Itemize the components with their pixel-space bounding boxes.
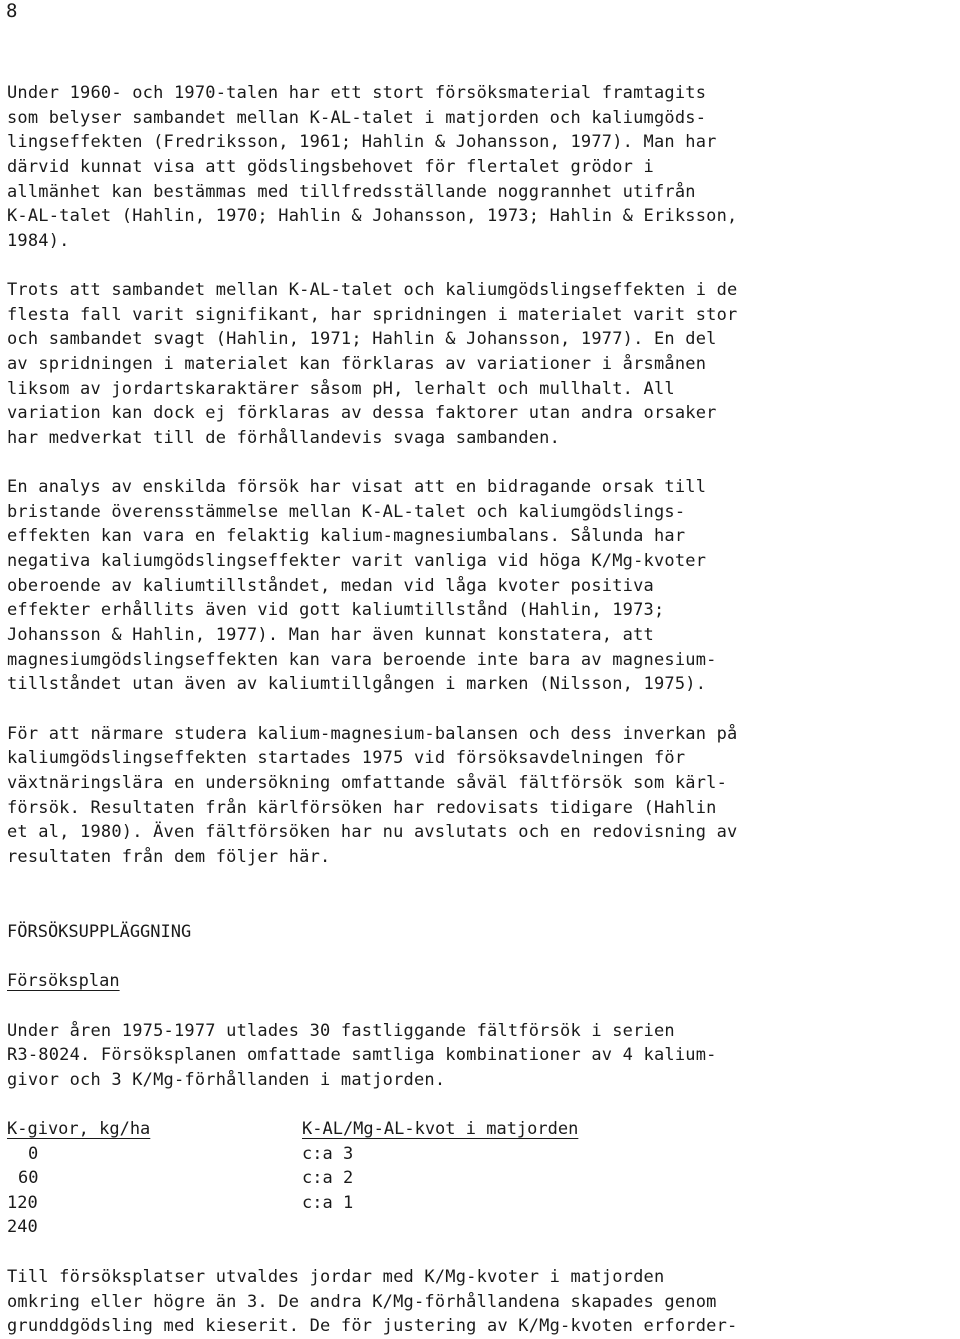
page-number: 8	[6, 0, 18, 22]
text-line: resultaten från dem följer här.	[7, 847, 331, 867]
text-line: därvid kunnat visa att gödslingsbehovet för flertalet grödor i	[7, 157, 654, 177]
text-line: försök. Resultaten från kärlförsöken har redovisats tidigare (Hahlin	[7, 798, 717, 818]
text-line: negativa kaliumgödslingseffekter varit vanliga vid höga K/Mg-kvoter	[7, 551, 707, 571]
text-line: tillståndet utan även av kaliumtillgången i marken (Nilsson, 1975).	[7, 674, 707, 694]
text-line: K-AL-talet (Hahlin, 1970; Hahlin & Johansson, 1973; Hahlin & Eriksson,	[7, 206, 738, 226]
text-line: Under 1960- och 1970-talen har ett stort försöksmaterial framtagits	[7, 83, 707, 103]
table-header-k-givor: K-givor, kg/ha	[7, 1119, 151, 1139]
text-line: bristande överensstämmelse mellan K-AL-talet och kaliumgödslings-	[7, 502, 686, 522]
text-line: och sambandet svagt (Hahlin, 1971; Hahlin & Johansson, 1977). En del	[7, 329, 717, 349]
text-line: oberoende av kaliumtillståndet, medan vid låga kvoter positiva	[7, 576, 654, 596]
text-line: R3-8024. Försöksplanen omfattade samtliga kombinationer av 4 kalium-	[7, 1045, 717, 1065]
table-cell-k-givor: 60	[18, 1168, 39, 1188]
text-line: som belyser sambandet mellan K-AL-talet i matjorden och kaliumgöds-	[7, 108, 707, 128]
table-cell-kvot: c:a 1	[302, 1193, 354, 1213]
text-line: Johansson & Hahlin, 1977). Man har även kunnat konstatera, att	[7, 625, 654, 645]
text-line: variation kan dock ej förklaras av dessa faktorer utan andra orsaker	[7, 403, 717, 423]
text-line: effekter erhållits även vid gott kaliumtillstånd (Hahlin, 1973;	[7, 600, 665, 620]
text-line: kaliumgödslingseffekten startades 1975 vid försöksavdelningen för	[7, 748, 686, 768]
text-line: grunddgödsling med kieserit. De för justering av K/Mg-kvoten erforder-	[7, 1316, 738, 1336]
text-line: Trots att sambandet mellan K-AL-talet och kaliumgödslingseffekten i de	[7, 280, 738, 300]
text-line: effekten kan vara en felaktig kalium-magnesiumbalans. Sålunda har	[7, 526, 686, 546]
table-cell-k-givor: 240	[7, 1217, 38, 1237]
text-line: liksom av jordartskaraktärer såsom pH, lerhalt och mullhalt. All	[7, 379, 675, 399]
text-line: har medverkat till de förhållandevis svaga sambanden.	[7, 428, 561, 448]
text-line: givor och 3 K/Mg-förhållanden i matjorden.	[7, 1070, 446, 1090]
text-line: Till försöksplatser utvaldes jordar med K/Mg-kvoter i matjorden	[7, 1267, 665, 1287]
text-line: För att närmare studera kalium-magnesium-balansen och dess inverkan på	[7, 724, 738, 744]
table-cell-k-givor: 0	[28, 1144, 39, 1164]
table-cell-kvot: c:a 3	[302, 1144, 354, 1164]
text-line: Under åren 1975-1977 utlades 30 fastliggande fältförsök i serien	[7, 1021, 675, 1041]
text-line: 1984).	[7, 231, 70, 251]
table-cell-k-givor: 120	[7, 1193, 38, 1213]
subheading: Försöksplan	[7, 971, 120, 991]
text-line: flesta fall varit signifikant, har spridningen i materialet varit stor	[7, 305, 738, 325]
text-line: växtnäringslära en undersökning omfattande såväl fältförsök som kärl-	[7, 773, 728, 793]
text-line: omkring eller högre än 3. De andra K/Mg-förhållandena skapades genom	[7, 1292, 717, 1312]
text-line: magnesiumgödslingseffekten kan vara beroende inte bara av magnesium-	[7, 650, 717, 670]
table-header-kvot: K-AL/Mg-AL-kvot i matjorden	[302, 1119, 579, 1139]
text-line: allmänhet kan bestämmas med tillfredsställande noggrannhet utifrån	[7, 182, 696, 202]
text-line: lingseffekten (Fredriksson, 1961; Hahlin & Johansson, 1977). Man har	[7, 132, 717, 152]
table-cell-kvot: c:a 2	[302, 1168, 354, 1188]
section-heading: FÖRSÖKSUPPLÄGGNING	[7, 922, 192, 942]
text-line: et al, 1980). Även fältförsöken har nu avslutats och en redovisning av	[7, 822, 738, 842]
text-line: En analys av enskilda försök har visat att en bidragande orsak till	[7, 477, 707, 497]
text-line: av spridningen i materialet kan förklaras av variationer i årsmånen	[7, 354, 707, 374]
